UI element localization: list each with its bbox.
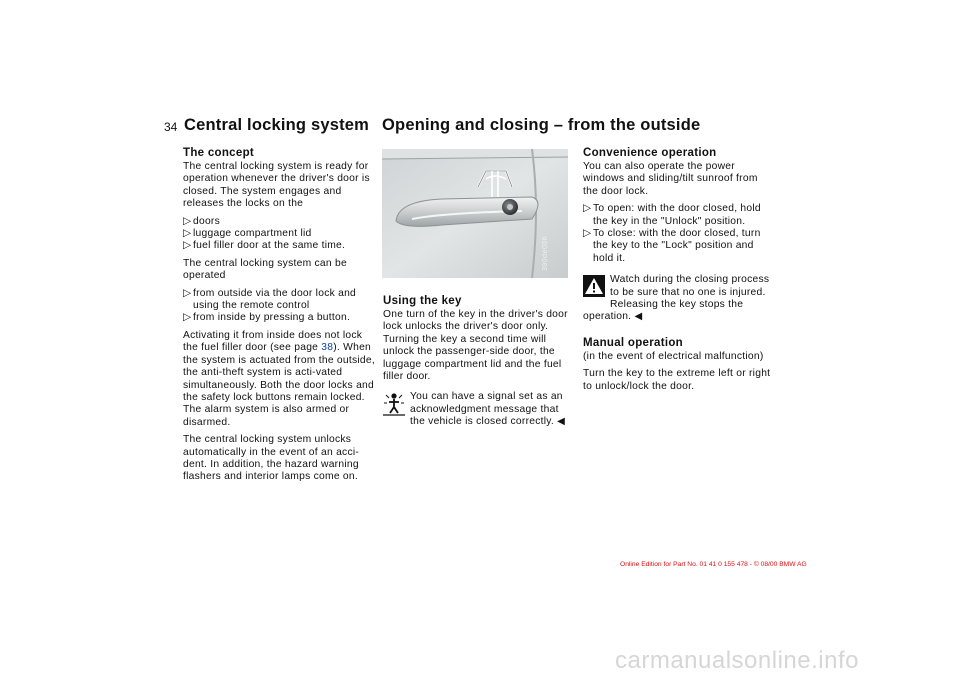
list-item: ▷ fuel filler door at the same time. — [183, 240, 346, 252]
list-item: ▷ doors — [183, 215, 221, 227]
key-tip — [383, 391, 573, 428]
convenience-section — [583, 146, 775, 398]
bullet-arrow-icon: ▷ — [183, 287, 192, 299]
bullet-arrow-icon: ▷ — [583, 203, 592, 215]
list-item: ▷ To close: with the door closed, turn the key to the "Lock" position and hold it. — [583, 228, 761, 264]
bullet-arrow-icon: ▷ — [183, 240, 192, 252]
concept-section — [183, 146, 375, 489]
manual-text: Turn the key to the extreme left or right to unlock/lock the door. — [583, 368, 771, 392]
bullet-arrow-icon: ▷ — [183, 312, 192, 324]
door-handle-image — [382, 149, 568, 278]
list-item: ▷ luggage compartment lid — [183, 228, 312, 240]
convenience-list — [583, 203, 775, 265]
manual-subtitle: (in the event of electrical malfunction) — [583, 350, 764, 362]
chapter-title: Opening and closing – from the outside — [382, 116, 701, 134]
warning-text: Watch during the closing process to be sure that no one is injured. Releasing the key stops the operation. — [583, 274, 770, 323]
door-handle-photo — [382, 149, 568, 278]
operated-intro: The central locking system can be operated — [183, 257, 347, 282]
person-tip-icon — [383, 392, 405, 416]
section-title: Central locking system — [184, 116, 370, 134]
key-tip-text: You can have a signal set as an acknowledgment message that the vehicle is closed correctly. — [410, 391, 563, 428]
key-text: One turn of the key in the driver's door lock unlocks the driver's door only. Turning the key a second time will unlock the passenger-side door, the luggage compartment lid and the fuel filler door. — [383, 309, 568, 383]
bullet-arrow-icon: ▷ — [183, 215, 192, 227]
concept-list — [183, 216, 375, 253]
figure-code: 390de006 — [542, 235, 549, 271]
key-heading: Using the key — [383, 295, 462, 307]
convenience-warning — [583, 274, 775, 324]
list-item: ▷ from inside by pressing a button. — [183, 312, 351, 324]
activating-paragraph: Activating it from inside does not lock the fuel filler door (see page 38). When the system is actuated from the outside, the anti-theft system is acti-vated simultaneously. Both the door locks and the safety lock buttons remain locked. The alarm system is also armed or disarmed. — [183, 329, 376, 428]
page-number: 34 — [164, 120, 178, 134]
bullet-arrow-icon: ▷ — [583, 228, 592, 240]
convenience-text: You can also operate the power windows and sliding/tilt sunroof from the door lock. — [583, 161, 758, 197]
concept-heading: The concept — [183, 147, 255, 159]
key-section — [383, 294, 573, 434]
page-38-link[interactable]: 38 — [321, 342, 334, 354]
end-mark-icon: ◀ — [557, 416, 566, 428]
warning-triangle-icon — [583, 275, 605, 299]
bullet-arrow-icon: ▷ — [183, 228, 192, 240]
operated-list — [183, 288, 375, 325]
accident-paragraph: The central locking system unlocks automatically in the event of an acci-dent. In addition, the hazard warning flashers and interior lamps come on. — [183, 434, 360, 483]
list-item: ▷ from outside via the door lock and using the remote control — [183, 287, 357, 312]
watermark: carmanualsonline.info — [615, 647, 859, 674]
end-mark-icon: ◀ — [634, 311, 643, 323]
list-item: ▷ To open: with the door closed, hold the key in the "Unlock" position. — [583, 203, 761, 227]
manual-heading: Manual operation — [583, 336, 684, 349]
convenience-heading: Convenience operation — [583, 147, 717, 159]
footer-edition-note: Online Edition for Part No. 01 41 0 155 478 - © 08/00 BMW AG — [620, 561, 807, 568]
concept-intro: The central locking system is ready for operation whenever the driver's door is closed. The system engages and releases the locks on the — [183, 161, 370, 210]
